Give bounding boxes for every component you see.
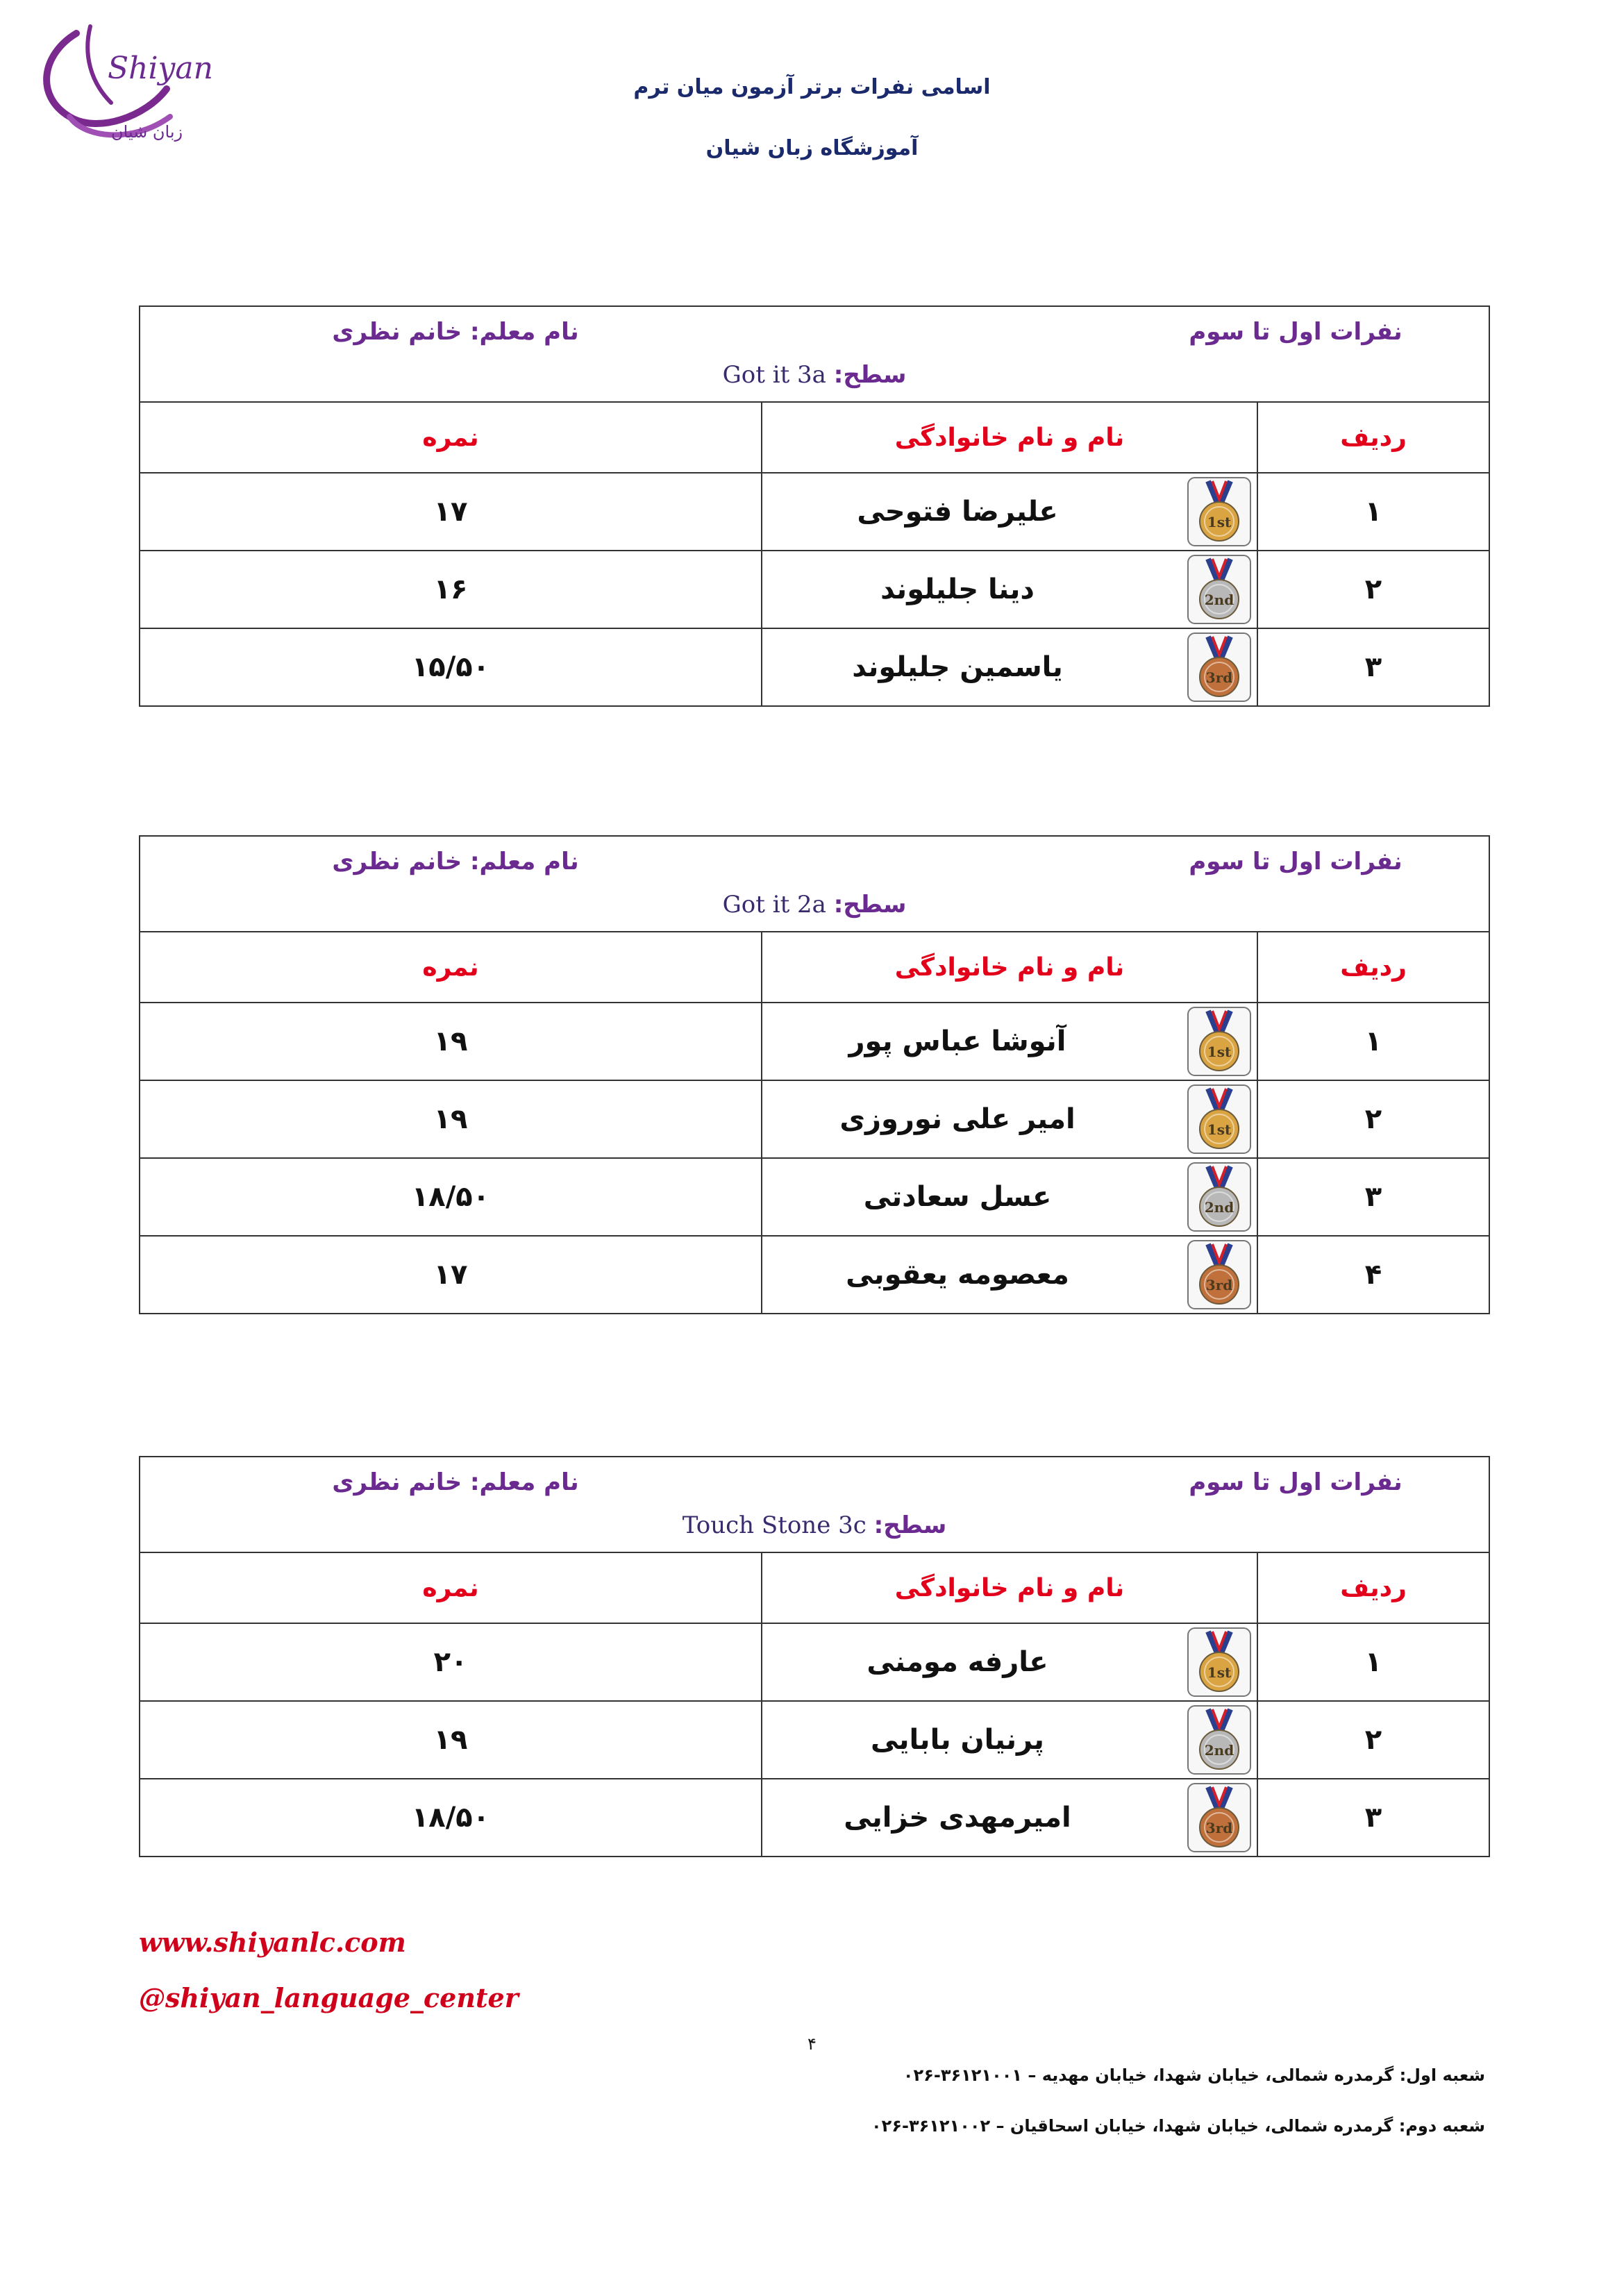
svg-text:2nd: 2nd xyxy=(1204,1742,1234,1759)
score-cell: ۱۶ xyxy=(140,551,762,628)
table-header-row xyxy=(140,1552,1489,1623)
name-cell xyxy=(762,1701,1257,1779)
table-body xyxy=(140,473,1489,706)
table-row xyxy=(140,1158,1489,1236)
table-row xyxy=(140,1236,1489,1314)
level-value: Got it 3a xyxy=(722,361,826,389)
branch-address-2: شعبه دوم: گرمدره شمالی، خیابان شهدا، خیابان اسحاقیان – ۳۶۱۲۱۰۰۲-۰۲۶ xyxy=(871,2116,1485,2136)
score-cell: ۲۰ xyxy=(140,1623,762,1701)
institute-name: آموزشگاه زبان شیان xyxy=(705,136,919,160)
table-row xyxy=(140,1623,1489,1701)
student-name: یاسمین جلیلوند xyxy=(852,651,1063,683)
col-header-score: نمره xyxy=(140,932,762,1003)
bronze-medal-icon xyxy=(1187,632,1251,702)
teacher-name: نام معلم: خانم نظری xyxy=(332,848,579,875)
bronze-medal-icon xyxy=(1187,1240,1251,1309)
score-cell: ۱۸/۵۰ xyxy=(140,1158,762,1236)
silver-medal-icon xyxy=(1187,1162,1251,1232)
table-body xyxy=(140,1003,1489,1314)
ranking-table-1 xyxy=(139,305,1489,707)
name-cell xyxy=(762,1779,1257,1857)
svg-text:1st: 1st xyxy=(1207,514,1232,530)
table-row xyxy=(140,1003,1489,1080)
name-cell xyxy=(762,1236,1257,1314)
ranking-table-3 xyxy=(139,1456,1489,1857)
svg-text:1st: 1st xyxy=(1207,1121,1232,1138)
table-body xyxy=(140,1623,1489,1857)
score-cell: ۱۷ xyxy=(140,473,762,551)
score-cell: ۱۸/۵۰ xyxy=(140,1779,762,1857)
ranking-table-2 xyxy=(139,835,1489,1314)
ranks-label: نفرات اول تا سوم xyxy=(1189,1468,1403,1496)
branch-address-1: شعبه اول: گرمدره شمالی، خیابان شهدا، خیابان مهدیه – ۳۶۱۲۱۰۰۱-۰۲۶ xyxy=(903,2065,1485,2085)
table-header-row xyxy=(140,402,1489,473)
ranks-label: نفرات اول تا سوم xyxy=(1189,848,1403,875)
table-info xyxy=(140,837,1489,931)
score-cell: ۱۷ xyxy=(140,1236,762,1314)
student-name: عارفه مومنی xyxy=(867,1646,1048,1678)
level-line xyxy=(140,891,1489,919)
gold-medal-icon xyxy=(1187,477,1251,546)
gold-medal-icon xyxy=(1187,1084,1251,1154)
svg-text:2nd: 2nd xyxy=(1204,592,1234,608)
col-header-row: ردیف xyxy=(1257,932,1489,1003)
rank-cell: ۳ xyxy=(1257,1158,1489,1236)
student-name: امیرمهدی خزایی xyxy=(844,1802,1071,1834)
col-header-name: نام و نام خانوادگی xyxy=(762,932,1257,1003)
website-link[interactable]: www.shiyanlc.com xyxy=(139,1927,406,1958)
rank-cell: ۱ xyxy=(1257,1623,1489,1701)
table-row xyxy=(140,628,1489,706)
page-title: اسامی نفرات برتر آزمون میان ترم xyxy=(633,75,991,99)
col-header-row: ردیف xyxy=(1257,402,1489,473)
score-cell: ۱۵/۵۰ xyxy=(140,628,762,706)
student-name: آنوشا عباس پور xyxy=(848,1025,1066,1057)
score-cell: ۱۹ xyxy=(140,1701,762,1779)
table-row xyxy=(140,1701,1489,1779)
svg-text:3rd: 3rd xyxy=(1205,1277,1233,1293)
student-name: دینا جلیلوند xyxy=(880,573,1035,605)
gold-medal-icon xyxy=(1187,1627,1251,1697)
level-value: Touch Stone 3c xyxy=(682,1511,867,1539)
name-cell xyxy=(762,1623,1257,1701)
ranks-label: نفرات اول تا سوم xyxy=(1189,318,1403,346)
bronze-medal-icon xyxy=(1187,1783,1251,1852)
level-label: سطح: xyxy=(833,361,907,389)
svg-text:3rd: 3rd xyxy=(1205,1820,1233,1836)
svg-text:1st: 1st xyxy=(1207,1044,1232,1060)
level-line xyxy=(140,361,1489,389)
silver-medal-icon xyxy=(1187,1705,1251,1775)
teacher-name: نام معلم: خانم نظری xyxy=(332,1468,579,1496)
score-cell: ۱۹ xyxy=(140,1003,762,1080)
table-info xyxy=(140,1457,1489,1552)
name-cell xyxy=(762,1080,1257,1158)
level-line xyxy=(140,1511,1489,1539)
col-header-name: نام و نام خانوادگی xyxy=(762,1552,1257,1623)
level-label: سطح: xyxy=(873,1511,947,1539)
svg-text:1st: 1st xyxy=(1207,1664,1232,1681)
col-header-name: نام و نام خانوادگی xyxy=(762,402,1257,473)
svg-text:3rd: 3rd xyxy=(1205,669,1233,686)
name-cell xyxy=(762,1003,1257,1080)
student-name: علیرضا فتوحی xyxy=(857,496,1058,528)
rank-cell: ۳ xyxy=(1257,1779,1489,1857)
rank-cell: ۱ xyxy=(1257,1003,1489,1080)
rank-cell: ۱ xyxy=(1257,473,1489,551)
score-cell: ۱۹ xyxy=(140,1080,762,1158)
table-row xyxy=(140,473,1489,551)
table-row xyxy=(140,551,1489,628)
level-label: سطح: xyxy=(833,891,907,919)
rank-cell: ۲ xyxy=(1257,551,1489,628)
rank-cell: ۳ xyxy=(1257,628,1489,706)
gold-medal-icon xyxy=(1187,1007,1251,1076)
silver-medal-icon xyxy=(1187,555,1251,624)
student-name: پرنیان بابایی xyxy=(871,1724,1044,1756)
student-name: امیر علی نوروزی xyxy=(839,1103,1075,1135)
svg-text:2nd: 2nd xyxy=(1204,1199,1234,1216)
page-number: ۴ xyxy=(807,2034,817,2054)
rank-cell: ۲ xyxy=(1257,1080,1489,1158)
name-cell xyxy=(762,551,1257,628)
rank-cell: ۲ xyxy=(1257,1701,1489,1779)
table-row xyxy=(140,1779,1489,1857)
col-header-score: نمره xyxy=(140,1552,762,1623)
student-name: عسل سعادتی xyxy=(863,1181,1052,1213)
col-header-score: نمره xyxy=(140,402,762,473)
logo-text: Shiyan xyxy=(108,51,213,86)
name-cell xyxy=(762,628,1257,706)
name-cell xyxy=(762,1158,1257,1236)
col-header-row: ردیف xyxy=(1257,1552,1489,1623)
level-value: Got it 2a xyxy=(722,891,826,919)
student-name: معصومه یعقوبی xyxy=(846,1259,1069,1291)
instagram-handle[interactable]: @shiyan_language_center xyxy=(139,1982,519,2013)
logo-subtext: زبان شیان xyxy=(111,122,183,142)
table-info xyxy=(140,307,1489,401)
name-cell xyxy=(762,473,1257,551)
table-row xyxy=(140,1080,1489,1158)
table-header-row xyxy=(140,932,1489,1003)
teacher-name: نام معلم: خانم نظری xyxy=(332,318,579,346)
rank-cell: ۴ xyxy=(1257,1236,1489,1314)
